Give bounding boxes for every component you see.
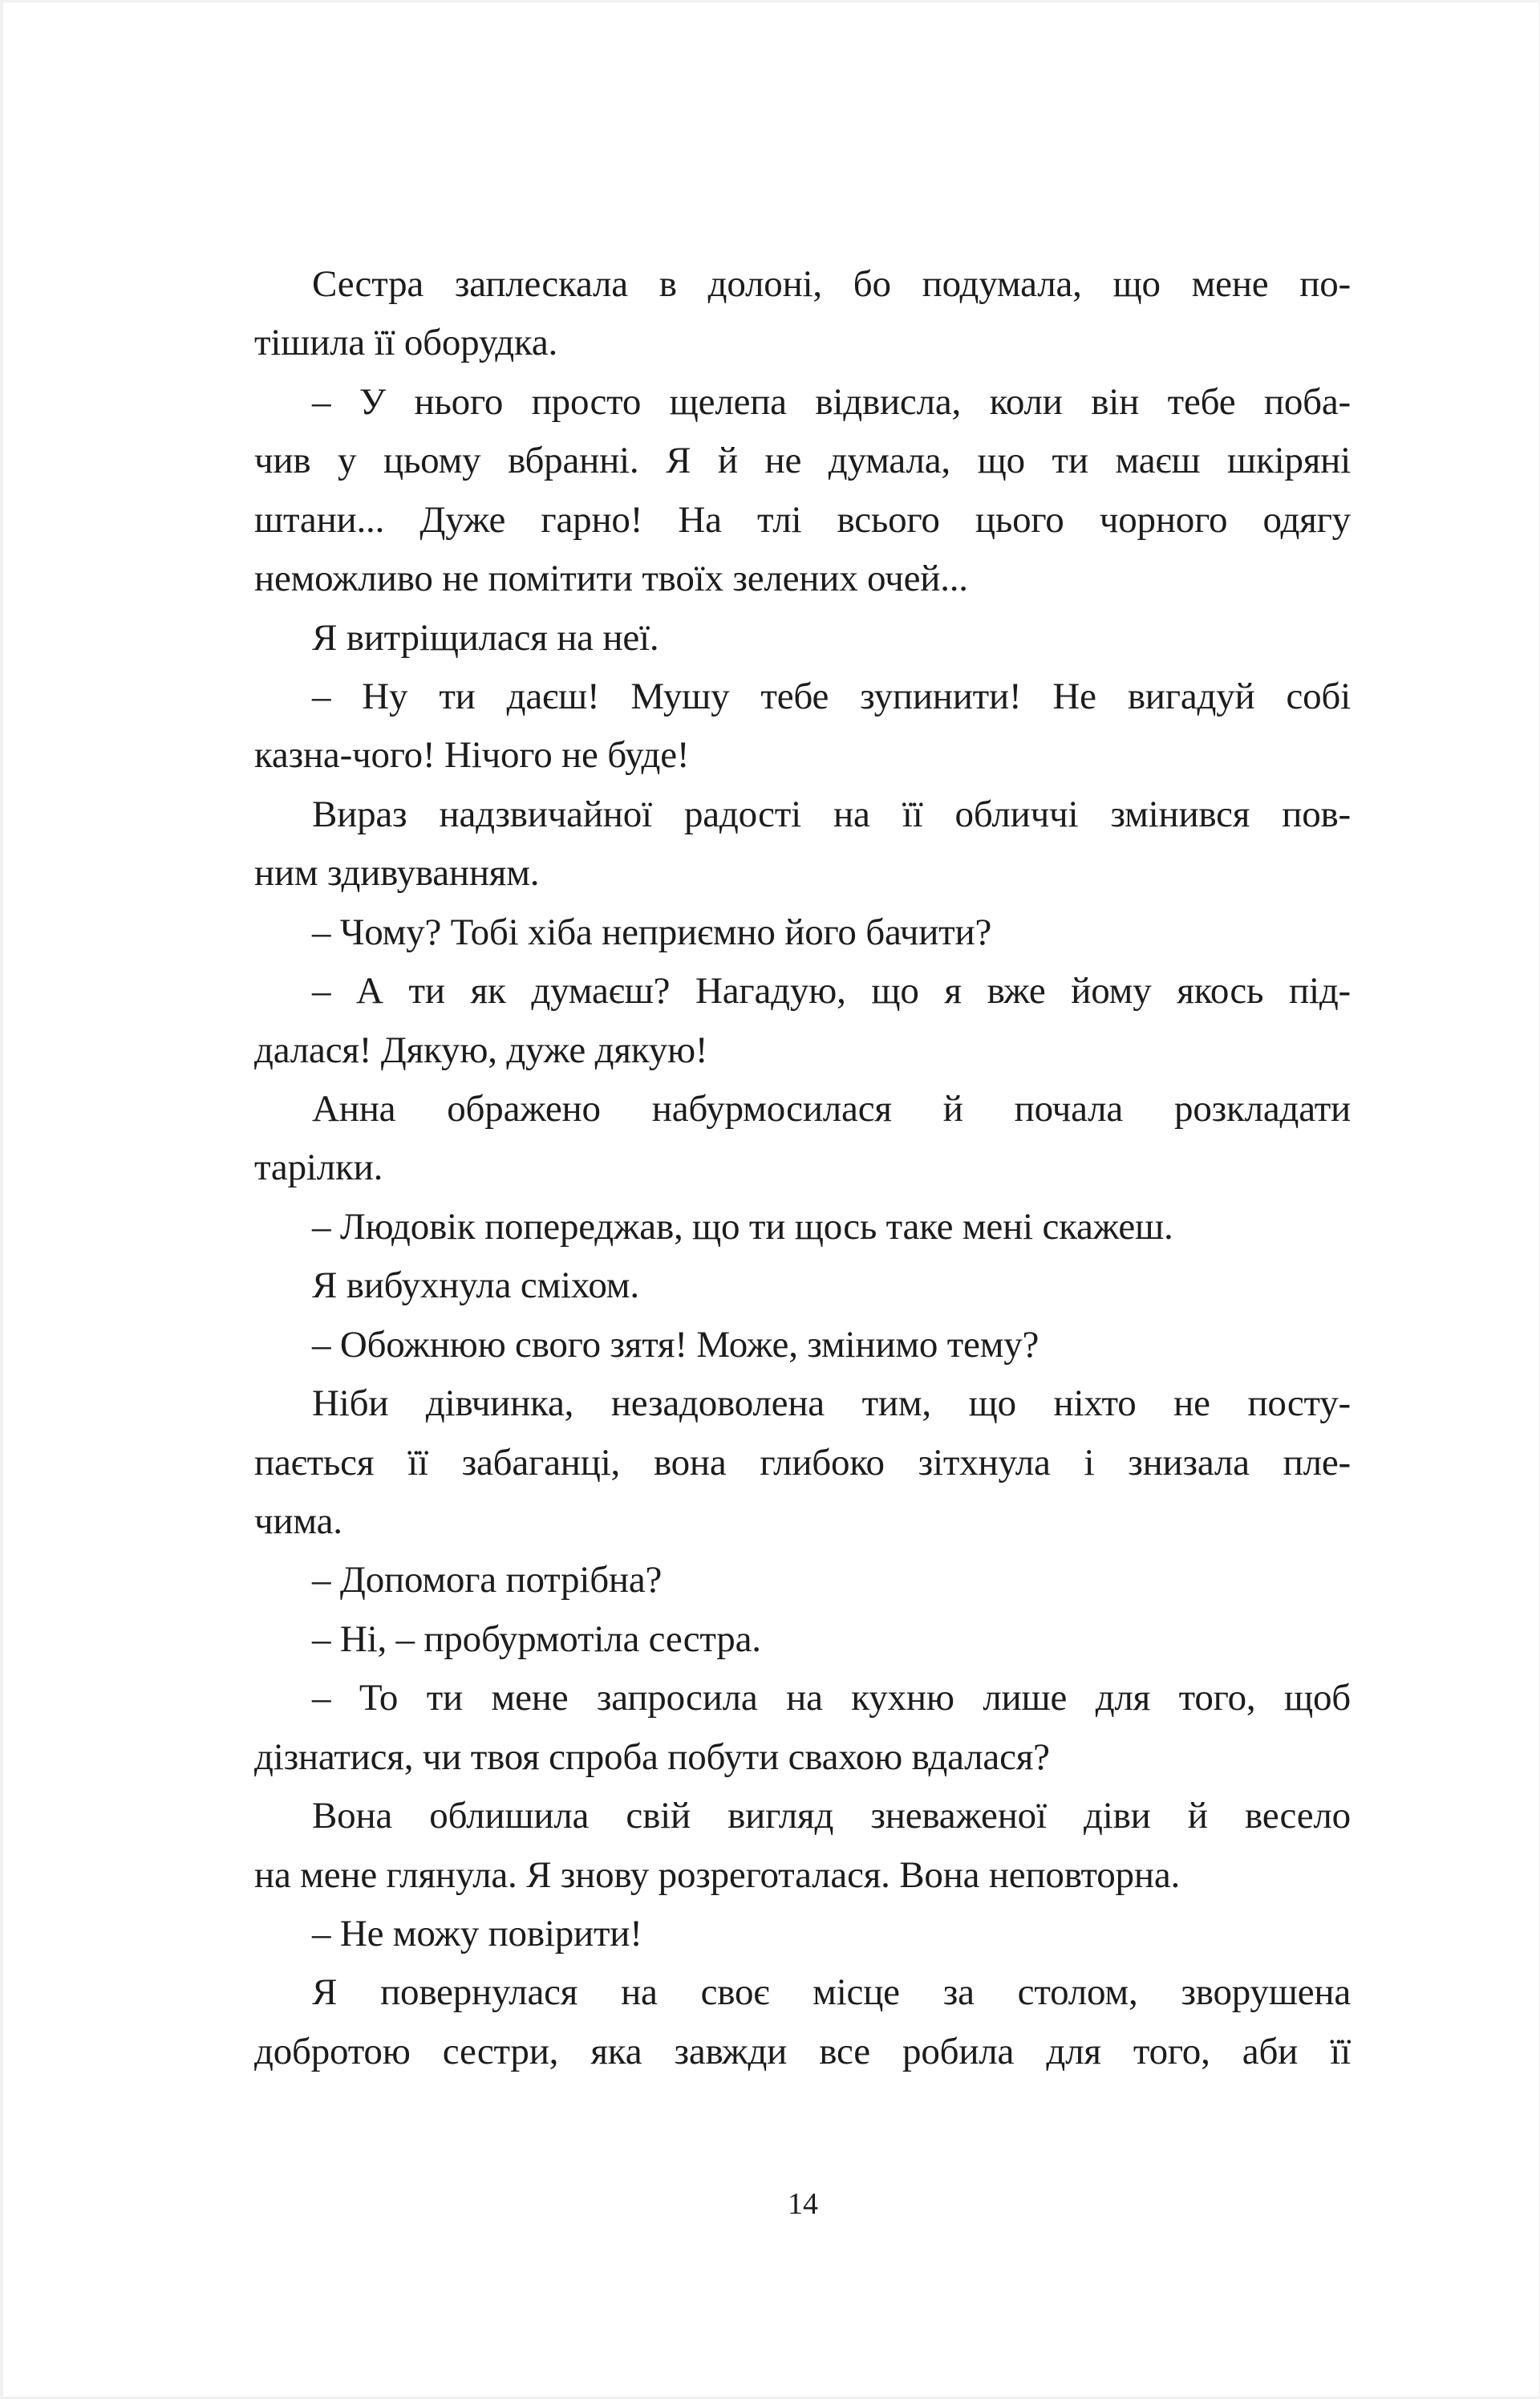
text-line: на мене глянула. Я знову розреготалася. Вона неповторна.: [254, 1853, 1181, 1896]
text-line: Я витріщилася на неї.: [312, 616, 659, 659]
text-line: – Людовік попереджав, що ти щось таке мені скажеш.: [312, 1205, 1173, 1248]
text-line: Вираз надзвичайної радості на її обличчі змінився пов-: [312, 793, 1351, 835]
text-line: Сестра заплескала в долоні, бо подумала, що мене по-: [312, 263, 1351, 305]
text-line: Я вибухнула сміхом.: [312, 1264, 639, 1307]
text-line: казна-чого! Нічого не буде!: [254, 734, 690, 777]
text-line: пається її забаганці, вона глибоко зітхнула і знизала пле-: [254, 1441, 1351, 1484]
text-line: – Ну ти даєш! Мушу тебе зупинити! Не вигадуй собі: [312, 676, 1351, 717]
text-line: – То ти мене запросила на кухню лише для того, щоб: [312, 1677, 1351, 1719]
text-line: чима.: [254, 1500, 342, 1543]
text-line: Ніби дівчинка, незадоволена тим, що ніхто не посту-: [312, 1382, 1351, 1425]
text-line: Я повернулася на своє місце за столом, зворушена: [312, 1971, 1351, 2014]
text-line: тарілки.: [254, 1147, 383, 1189]
text-line: штани... Дуже гарно! На тлі всього цього чорного одягу: [254, 498, 1351, 541]
text-line: Анна ображено набурмосилася й почала розкладати: [312, 1088, 1351, 1130]
text-line: далася! Дякую, дуже дякую!: [254, 1029, 708, 1071]
text-line: дізнатися, чи твоя спроба побути свахою вдалася?: [254, 1735, 1050, 1778]
text-line: добротою сестри, яка завжди все робила для того, аби її: [254, 2030, 1351, 2072]
text-line: Вона облишила свій вигляд зневаженої діви й весело: [312, 1795, 1351, 1837]
text-line: – Ні, – пробурмотіла сестра.: [312, 1618, 761, 1660]
text-line: ним здивуванням.: [254, 852, 540, 895]
text-line: – А ти як думаєш? Нагадую, що я вже йому якось під-: [312, 970, 1351, 1013]
text-line: – Не можу повірити!: [312, 1913, 642, 1955]
text-line: неможливо не помітити твоїх зелених очей...: [254, 558, 968, 600]
text-line: тішила її оборудка.: [254, 322, 558, 364]
text-line: чив у цьому вбранні. Я й не думала, що ти маєш шкіряні: [254, 440, 1351, 482]
text-line: – Чому? Тобі хіба неприємно його бачити?: [312, 911, 992, 953]
text-line: – У нього просто щелепа відвисла, коли він тебе поба-: [312, 380, 1351, 423]
text-line: – Обожнюю свого зятя! Може, змінимо тему?: [312, 1323, 1040, 1366]
page-number: 14: [788, 2187, 818, 2221]
text-line: – Допомога потрібна?: [312, 1559, 663, 1601]
